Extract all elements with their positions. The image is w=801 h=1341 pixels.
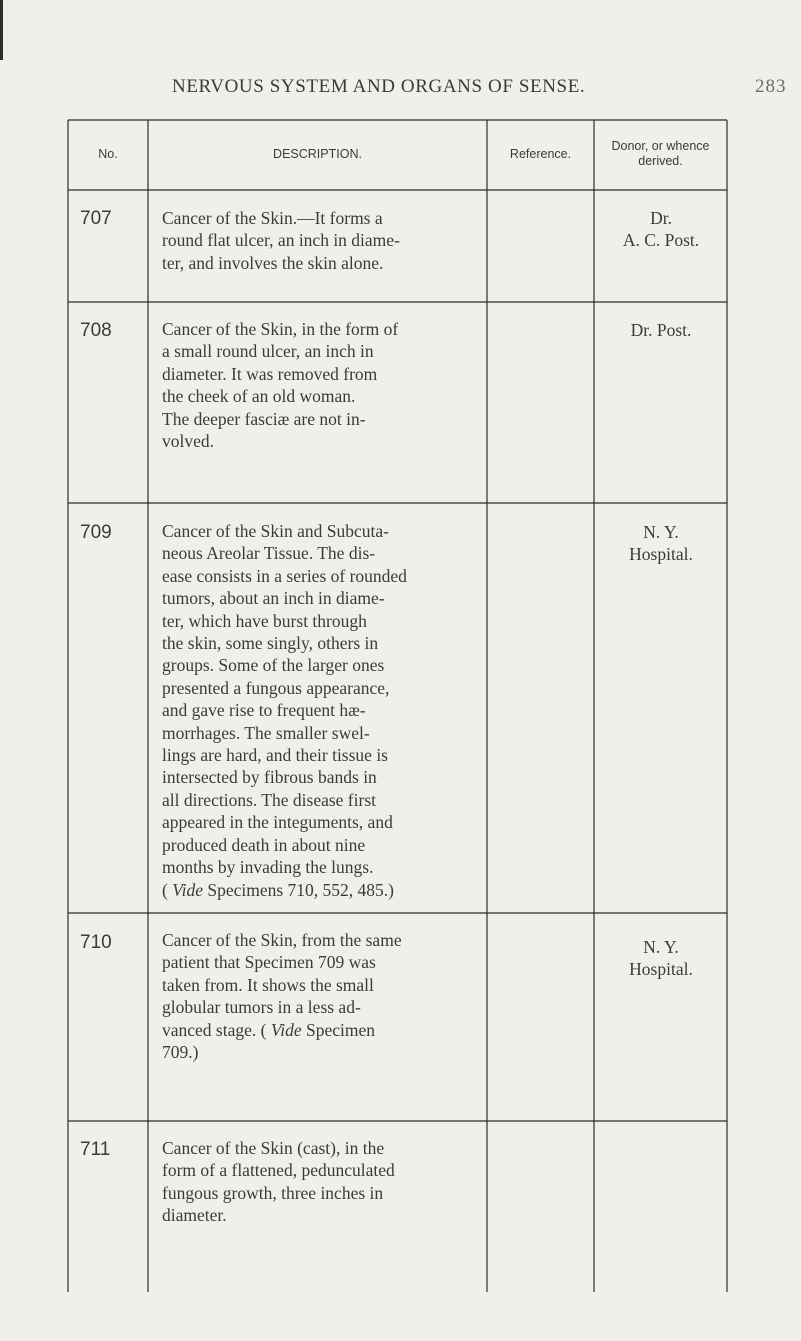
description-line: patient that Specimen 709 was <box>162 952 376 973</box>
description-line: the skin, some singly, others in <box>162 633 379 654</box>
description-line: round flat ulcer, an inch in diame- <box>162 230 400 251</box>
running-head-title: NERVOUS SYSTEM AND ORGANS OF SENSE. <box>172 76 586 97</box>
description-line: volved. <box>162 431 215 452</box>
column-header-description: DESCRIPTION. <box>273 147 362 161</box>
specimen-number: 707 <box>80 208 112 229</box>
description-line: all directions. The disease first <box>162 789 376 810</box>
description-line: 709.) <box>162 1042 199 1063</box>
specimen-number: 709 <box>80 522 112 543</box>
description-line: the cheek of an old woman. <box>162 386 356 407</box>
donor-cell <box>597 936 725 980</box>
description-line: lings are hard, and their tissue is <box>162 745 388 766</box>
donor-cell <box>597 207 725 251</box>
specimen-number: 710 <box>80 932 112 953</box>
description-line: ter, which have burst through <box>162 610 367 631</box>
specimen-description <box>162 1137 480 1227</box>
description-line: groups. Some of the larger ones <box>162 655 385 676</box>
donor-cell <box>597 319 725 341</box>
column-header-donor-line1: Donor, or whence <box>611 139 710 153</box>
donor-line: N. Y. <box>643 937 679 957</box>
donor-line: A. C. Post. <box>622 230 700 250</box>
column-header-donor-line2: derived. <box>638 154 683 168</box>
description-line: Cancer of the Skin and Subcuta- <box>162 521 389 541</box>
description-line: taken from. It shows the small <box>162 974 374 995</box>
column-header-no: No. <box>98 147 118 161</box>
specimen-description <box>162 929 480 1063</box>
donor-line: Dr. Post. <box>630 320 692 340</box>
description-line: presented a fungous appearance, <box>162 677 390 698</box>
specimen-description <box>162 207 480 274</box>
specimen-description <box>162 318 480 452</box>
donor-line: Hospital. <box>629 544 693 564</box>
specimen-number: 708 <box>80 320 112 341</box>
description-line: Cancer of the Skin.—It forms a <box>162 208 383 228</box>
donor-cell <box>597 521 725 565</box>
description-line: tumors, about an inch in diame- <box>162 588 385 609</box>
description-line: and gave rise to frequent hæ- <box>162 700 366 721</box>
description-line: ter, and involves the skin alone. <box>162 252 384 273</box>
description-line: form of a flattened, pedunculated <box>162 1160 395 1181</box>
donor-line: N. Y. <box>643 522 679 542</box>
description-line: ( Vide Specimens 710, 552, 485.) <box>162 879 395 900</box>
description-line: fungous growth, three inches in <box>162 1182 384 1203</box>
description-line: globular tumors in a less ad- <box>162 997 361 1018</box>
page-number: 283 <box>755 76 787 97</box>
specimen-number: 711 <box>80 1139 111 1160</box>
description-line: diameter. It was removed from <box>162 363 378 384</box>
description-line: ease consists in a series of rounded <box>162 565 407 586</box>
description-line: morrhages. The smaller swel- <box>162 722 370 743</box>
donor-line: Dr. <box>650 208 672 228</box>
description-line: intersected by fibrous bands in <box>162 767 377 788</box>
description-line: a small round ulcer, an inch in <box>162 341 374 362</box>
description-line: Cancer of the Skin, in the form of <box>162 319 399 339</box>
description-line: Cancer of the Skin, from the same <box>162 930 402 950</box>
description-line: months by invading the lungs. <box>162 857 374 878</box>
description-line: diameter. <box>162 1205 227 1226</box>
description-line: Cancer of the Skin (cast), in the <box>162 1138 385 1158</box>
column-header-donor <box>594 139 727 169</box>
description-line: The deeper fasciæ are not in- <box>162 408 366 429</box>
description-line: produced death in about nine <box>162 834 366 855</box>
description-line: neous Areolar Tissue. The dis- <box>162 543 376 564</box>
donor-line: Hospital. <box>629 959 693 979</box>
column-header-reference: Reference. <box>509 147 572 161</box>
specimen-description <box>162 520 480 901</box>
description-line: vanced stage. ( Vide Specimen <box>162 1019 376 1040</box>
description-line: appeared in the integuments, and <box>162 812 393 833</box>
